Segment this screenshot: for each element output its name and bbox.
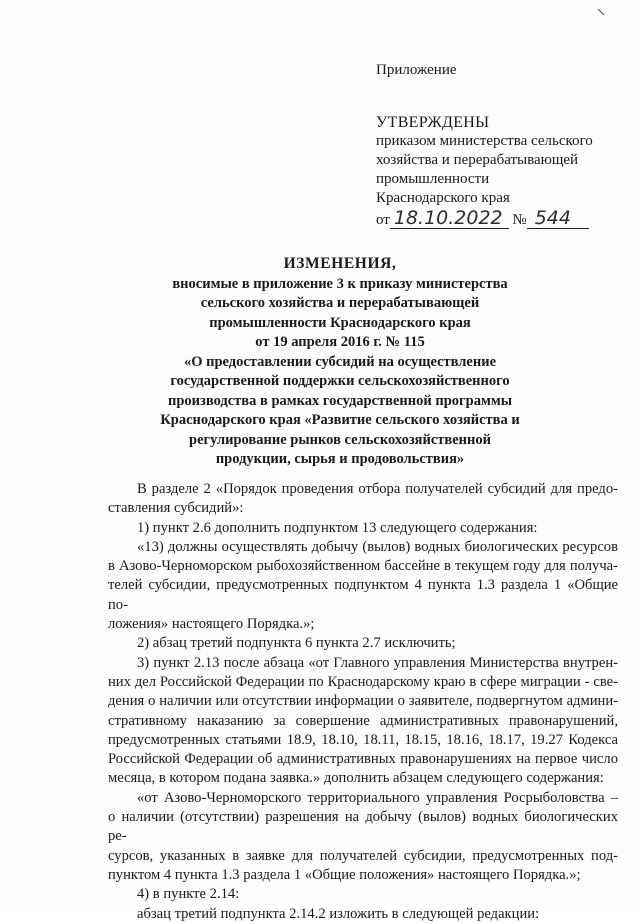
body-line: ложения» настоящего Порядка.»; [108,616,315,633]
date-prefix: от [376,212,390,228]
body-line: пунктом 4 пункта 1.3 раздела 1 «Общие положения» настоящего Порядка.»; [108,866,581,883]
body-line: ставления субсидий»: [108,500,244,517]
approval-line: промышленности [376,171,490,187]
body-line: дения о наличии или отсутствии информации о заявителе, подвергнутом админи- [108,693,618,710]
approval-line: хозяйства и перерабатывающей [376,152,579,168]
title-line: «О предоставлении субсидий на осуществление [183,353,497,370]
handwritten-number: 544 [527,208,589,229]
body-line: 4) в пункте 2.14: [137,886,240,903]
body-line: абзац третий подпункта 2.14.2 изложить в следующей редакции: [137,905,540,922]
body-line: «13) должны осуществлять добычу (вылов) водных биологических ресурсов [137,538,618,555]
body-line: месяца, в котором подана заявка.» дополнить абзацем следующего содержания: [108,770,604,787]
body-line: В разделе 2 «Порядок проведения отбора получателей субсидий для предо- [137,481,618,497]
approval-block [376,113,593,230]
title-line: регулирование рынков сельскохозяйственной [189,431,491,448]
title-main: ИЗМЕНЕНИЯ, [283,255,397,272]
body-line: в Азово-Черноморском рыбохозяйственном бассейне в текущем году для получа- [108,558,618,575]
title-line: от 19 апреля 2016 г. № 115 [255,334,425,350]
body-line: 2) абзац третий подпункта 6 пункта 2.7 исключить; [137,635,456,652]
body-line: Российской Федерации об административных правонарушениях на первое число [108,751,618,768]
approval-line: Краснодарского края [376,190,510,206]
title-line: промышленности Краснодарского края [209,314,471,331]
title-line: Краснодарского края «Развитие сельского хозяйства и [160,412,520,428]
title-line: государственной поддержки сельскохозяйственного [170,373,510,389]
body-line: 3) пункт 2.13 после абзаца «от Главного управления Министерства внутрен- [137,654,618,671]
number-prefix: № [512,212,527,228]
approval-title: УТВЕРЖДЕНЫ [376,114,490,131]
title-line: сельского хозяйства и перерабатывающей [200,295,480,311]
handwritten-date: 18.10.2022 [390,208,509,229]
body-line: них дел Российской Федерации по Краснодарскому краю в сфере миграции - све- [108,673,618,690]
approval-date-line [376,208,593,230]
body-line: 1) пункт 2.6 дополнить подпунктом 13 следующего содержания: [137,519,538,536]
document-title [110,254,570,470]
approval-line: приказом министерства сельского [376,133,593,149]
body-line: телей субсидии, предусмотренных подпунктом 4 пункта 1.3 раздела 1 «Общие по- [108,577,618,613]
body-line: о наличии (отсутствии) разрешения на добычу (вылов) водных биологических ре- [108,809,618,845]
attachment-label: Приложение [376,62,457,78]
body-line: «от Азово-Черноморского территориального управления Росрыболовства – [137,789,618,806]
body-line: предусмотренных статьями 18.9, 18.10, 18.11, 18.15, 18.16, 18.17, 19.27 Кодекса [108,731,618,748]
corner-mark-icon [597,8,605,16]
title-line: производства в рамках государственной программы [167,392,513,409]
body-line: стративному наказанию за совершение административных правонарушений, [108,712,618,729]
document-body [108,480,618,924]
title-line: вносимые в приложение 3 к приказу министерства [172,275,508,292]
body-line: сурсов, указанных в заявке для получателей субсидии, предусмотренных под- [108,847,618,864]
title-line: продукции, сырья и продовольствия» [215,451,465,467]
